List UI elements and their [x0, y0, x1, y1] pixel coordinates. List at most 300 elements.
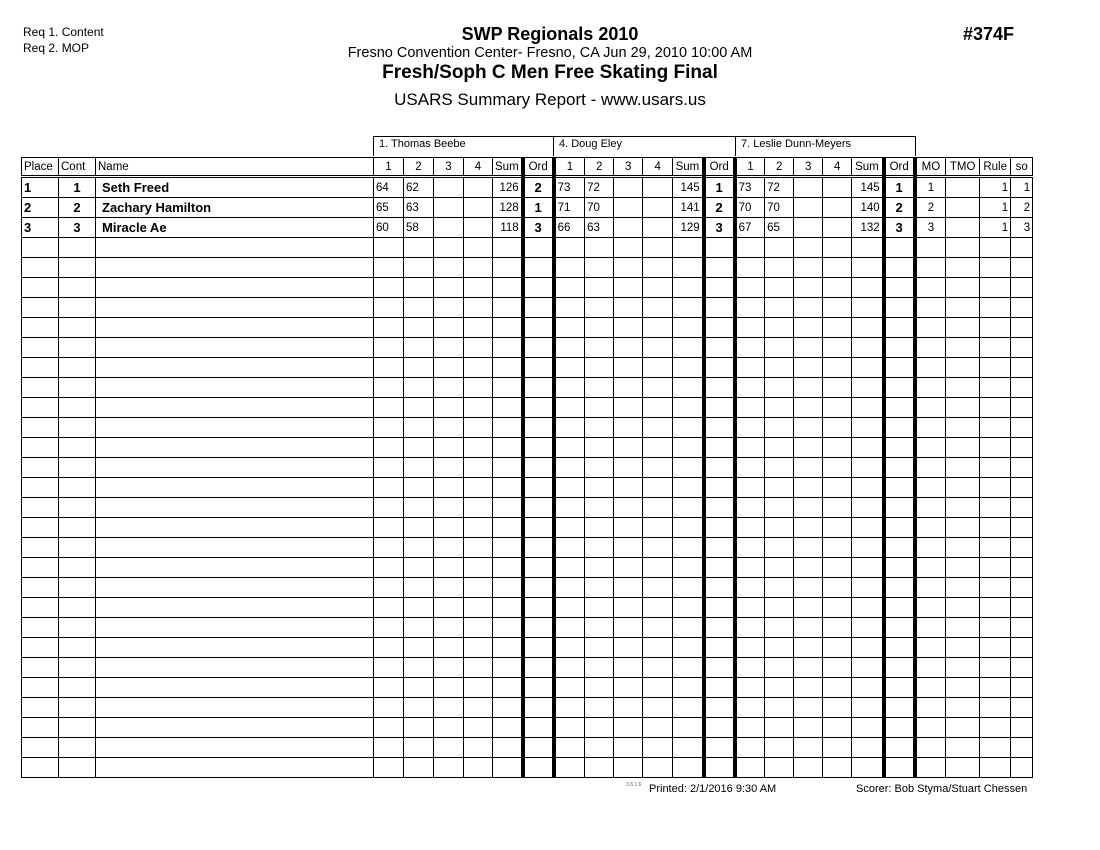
- score-cell: [794, 658, 823, 678]
- score-cell: [794, 698, 823, 718]
- tmo-cell: [946, 718, 980, 738]
- name-cell: [96, 278, 374, 298]
- score-cell: 72: [585, 177, 614, 198]
- rule-cell: [980, 558, 1011, 578]
- empty-row: [22, 598, 1033, 618]
- score-cell: [794, 418, 823, 438]
- score-cell: [735, 718, 765, 738]
- score-cell: [585, 718, 614, 738]
- ordinal-cell: [523, 338, 554, 358]
- score-cell: [434, 638, 464, 658]
- score-cell: [765, 598, 794, 618]
- score-cell: [404, 478, 434, 498]
- score-cell: [374, 258, 404, 278]
- sum-cell: [493, 278, 523, 298]
- rule-cell: [980, 398, 1011, 418]
- name-cell: Zachary Hamilton: [96, 198, 374, 218]
- score-cell: [404, 338, 434, 358]
- col-header-judge2-4: 4: [643, 158, 673, 177]
- score-cell: [765, 298, 794, 318]
- name-cell: [96, 558, 374, 578]
- empty-row: [22, 398, 1033, 418]
- results-table: [21, 157, 1033, 778]
- score-cell: [434, 658, 464, 678]
- name-cell: [96, 698, 374, 718]
- mo-cell: [915, 718, 946, 738]
- col-header-mo: MO: [915, 158, 946, 177]
- score-cell: [765, 338, 794, 358]
- score-cell: [823, 438, 852, 458]
- sum-cell: [852, 518, 884, 538]
- ordinal-cell: [704, 758, 735, 778]
- printed-timestamp: Printed: 2/1/2016 9:30 AM: [649, 783, 777, 795]
- score-cell: [614, 478, 643, 498]
- sum-cell: [493, 378, 523, 398]
- score-cell: [374, 358, 404, 378]
- score-cell: [374, 378, 404, 398]
- score-cell: [434, 718, 464, 738]
- mo-cell: 2: [915, 198, 946, 218]
- mo-cell: [915, 378, 946, 398]
- score-cell: 60: [374, 218, 404, 238]
- ordinal-cell: 1: [523, 198, 554, 218]
- tmo-cell: [946, 358, 980, 378]
- score-cell: [823, 258, 852, 278]
- cont-cell: [59, 758, 96, 778]
- score-cell: [794, 678, 823, 698]
- ordinal-cell: [523, 478, 554, 498]
- score-cell: [434, 458, 464, 478]
- tmo-cell: [946, 398, 980, 418]
- name-cell: [96, 478, 374, 498]
- empty-row: [22, 578, 1033, 598]
- sum-cell: [673, 718, 704, 738]
- score-cell: [643, 678, 673, 698]
- tmo-cell: [946, 278, 980, 298]
- score-cell: [404, 658, 434, 678]
- score-cell: [735, 478, 765, 498]
- score-cell: [374, 718, 404, 738]
- score-cell: [374, 738, 404, 758]
- col-header-judge3-3: 3: [794, 158, 823, 177]
- mo-cell: [915, 358, 946, 378]
- score-cell: [735, 358, 765, 378]
- ordinal-cell: [523, 718, 554, 738]
- score-cell: [765, 238, 794, 258]
- ordinal-cell: [704, 338, 735, 358]
- score-cell: [404, 318, 434, 338]
- score-cell: [823, 698, 852, 718]
- ordinal-cell: [704, 578, 735, 598]
- ordinal-cell: [704, 738, 735, 758]
- place-cell: [22, 558, 59, 578]
- cont-cell: [59, 638, 96, 658]
- score-cell: [434, 238, 464, 258]
- ordinal-cell: [704, 298, 735, 318]
- sum-cell: [673, 598, 704, 618]
- score-cell: [614, 358, 643, 378]
- so-cell: [1011, 298, 1033, 318]
- ordinal-cell: [704, 358, 735, 378]
- score-cell: [434, 738, 464, 758]
- score-cell: [404, 678, 434, 698]
- sum-cell: [852, 638, 884, 658]
- score-cell: [374, 278, 404, 298]
- sum-cell: [493, 458, 523, 478]
- name-cell: [96, 678, 374, 698]
- score-cell: [434, 418, 464, 438]
- score-cell: [823, 578, 852, 598]
- score-cell: [643, 758, 673, 778]
- score-cell: [643, 358, 673, 378]
- score-cell: [643, 338, 673, 358]
- sum-cell: [852, 698, 884, 718]
- score-cell: [735, 538, 765, 558]
- sum-cell: [673, 538, 704, 558]
- ordinal-cell: [523, 358, 554, 378]
- score-cell: [434, 398, 464, 418]
- tmo-cell: [946, 458, 980, 478]
- score-cell: [794, 238, 823, 258]
- empty-row: [22, 418, 1033, 438]
- mo-cell: [915, 478, 946, 498]
- score-cell: [823, 358, 852, 378]
- sum-cell: [493, 478, 523, 498]
- ordinal-cell: [523, 658, 554, 678]
- name-cell: [96, 398, 374, 418]
- tmo-cell: [946, 578, 980, 598]
- score-cell: [554, 278, 585, 298]
- sum-cell: [852, 538, 884, 558]
- ordinal-cell: [523, 578, 554, 598]
- rule-cell: [980, 478, 1011, 498]
- score-cell: [643, 498, 673, 518]
- score-cell: [643, 278, 673, 298]
- score-cell: [823, 718, 852, 738]
- score-cell: [464, 618, 493, 638]
- score-cell: 72: [765, 177, 794, 198]
- mo-cell: [915, 658, 946, 678]
- score-cell: [585, 638, 614, 658]
- col-header-judge1-sum: Sum: [493, 158, 523, 177]
- score-cell: [464, 718, 493, 738]
- score-cell: [823, 378, 852, 398]
- ordinal-cell: [884, 398, 915, 418]
- score-cell: [554, 518, 585, 538]
- score-cell: [735, 698, 765, 718]
- score-cell: [554, 718, 585, 738]
- ordinal-cell: [704, 458, 735, 478]
- score-cell: [374, 618, 404, 638]
- ordinal-cell: [884, 518, 915, 538]
- score-cell: [464, 738, 493, 758]
- score-cell: [434, 177, 464, 198]
- score-cell: [374, 698, 404, 718]
- score-cell: [614, 618, 643, 638]
- score-cell: [404, 758, 434, 778]
- rule-cell: [980, 338, 1011, 358]
- score-cell: [735, 578, 765, 598]
- score-cell: [585, 758, 614, 778]
- score-cell: [404, 258, 434, 278]
- rule-cell: [980, 738, 1011, 758]
- sum-cell: [493, 398, 523, 418]
- ordinal-cell: [523, 498, 554, 518]
- score-cell: [585, 678, 614, 698]
- score-cell: [735, 278, 765, 298]
- sum-cell: [493, 598, 523, 618]
- score-cell: [404, 498, 434, 518]
- sum-cell: [673, 518, 704, 538]
- score-cell: [554, 698, 585, 718]
- ordinal-cell: [704, 398, 735, 418]
- so-cell: [1011, 238, 1033, 258]
- score-cell: [464, 598, 493, 618]
- so-cell: 3: [1011, 218, 1033, 238]
- score-cell: [614, 278, 643, 298]
- rule-cell: [980, 758, 1011, 778]
- ordinal-cell: [523, 558, 554, 578]
- score-cell: [464, 358, 493, 378]
- place-cell: [22, 238, 59, 258]
- score-cell: [404, 398, 434, 418]
- score-cell: [735, 258, 765, 278]
- ordinal-cell: 1: [884, 177, 915, 198]
- score-cell: [585, 438, 614, 458]
- ordinal-cell: [884, 418, 915, 438]
- sum-cell: [493, 338, 523, 358]
- score-cell: [585, 518, 614, 538]
- col-header-judge2-ord: Ord: [704, 158, 735, 177]
- score-cell: [823, 738, 852, 758]
- rule-cell: [980, 638, 1011, 658]
- name-cell: [96, 358, 374, 378]
- mo-cell: [915, 338, 946, 358]
- cont-cell: [59, 398, 96, 418]
- score-cell: 73: [554, 177, 585, 198]
- rule-cell: [980, 498, 1011, 518]
- score-cell: [374, 418, 404, 438]
- so-cell: [1011, 338, 1033, 358]
- mo-cell: [915, 578, 946, 598]
- score-cell: [464, 538, 493, 558]
- ordinal-cell: 2: [523, 177, 554, 198]
- score-cell: [374, 658, 404, 678]
- score-cell: [554, 738, 585, 758]
- score-cell: [554, 498, 585, 518]
- ordinal-cell: [884, 538, 915, 558]
- score-cell: [434, 518, 464, 538]
- ordinal-cell: [704, 558, 735, 578]
- ordinal-cell: [704, 258, 735, 278]
- cont-cell: [59, 498, 96, 518]
- so-cell: [1011, 718, 1033, 738]
- name-cell: [96, 378, 374, 398]
- rule-cell: [980, 598, 1011, 618]
- so-cell: [1011, 538, 1033, 558]
- score-cell: [404, 518, 434, 538]
- place-cell: [22, 758, 59, 778]
- score-cell: [765, 518, 794, 538]
- score-cell: [585, 578, 614, 598]
- score-cell: [585, 278, 614, 298]
- score-cell: [554, 298, 585, 318]
- tmo-cell: [946, 658, 980, 678]
- sum-cell: [852, 718, 884, 738]
- sum-cell: [673, 478, 704, 498]
- empty-row: [22, 738, 1033, 758]
- score-cell: [404, 418, 434, 438]
- score-cell: [643, 238, 673, 258]
- score-cell: [374, 338, 404, 358]
- score-cell: [554, 438, 585, 458]
- score-cell: [794, 198, 823, 218]
- ordinal-cell: [523, 378, 554, 398]
- ordinal-cell: [884, 378, 915, 398]
- score-cell: [765, 658, 794, 678]
- cont-cell: [59, 598, 96, 618]
- place-cell: [22, 358, 59, 378]
- so-cell: [1011, 358, 1033, 378]
- place-cell: [22, 398, 59, 418]
- sum-cell: [493, 678, 523, 698]
- tmo-cell: [946, 198, 980, 218]
- score-cell: [735, 398, 765, 418]
- rule-cell: [980, 578, 1011, 598]
- score-cell: [434, 498, 464, 518]
- ordinal-cell: [523, 438, 554, 458]
- ordinal-cell: [704, 278, 735, 298]
- ordinal-cell: [704, 658, 735, 678]
- score-cell: [735, 498, 765, 518]
- name-cell: [96, 318, 374, 338]
- sum-cell: [493, 358, 523, 378]
- tmo-cell: [946, 678, 980, 698]
- score-cell: [554, 658, 585, 678]
- name-cell: [96, 738, 374, 758]
- name-cell: [96, 578, 374, 598]
- empty-row: [22, 458, 1033, 478]
- sum-cell: [852, 418, 884, 438]
- score-cell: 66: [554, 218, 585, 238]
- score-cell: [735, 598, 765, 618]
- score-cell: [464, 398, 493, 418]
- score-cell: [404, 278, 434, 298]
- ordinal-cell: [704, 678, 735, 698]
- score-cell: [614, 658, 643, 678]
- tmo-cell: [946, 478, 980, 498]
- sum-cell: 118: [493, 218, 523, 238]
- so-cell: [1011, 598, 1033, 618]
- mo-cell: [915, 258, 946, 278]
- name-cell: [96, 498, 374, 518]
- rule-cell: [980, 658, 1011, 678]
- score-cell: [794, 218, 823, 238]
- score-cell: [554, 318, 585, 338]
- score-cell: [614, 338, 643, 358]
- ordinal-cell: [884, 278, 915, 298]
- sum-cell: [673, 558, 704, 578]
- score-cell: [614, 418, 643, 438]
- score-cell: [823, 198, 852, 218]
- place-cell: [22, 738, 59, 758]
- empty-row: [22, 758, 1033, 778]
- score-cell: [464, 758, 493, 778]
- score-cell: [735, 678, 765, 698]
- cont-cell: [59, 358, 96, 378]
- empty-row: [22, 258, 1033, 278]
- requirement-2: Req 2. MOP: [23, 41, 90, 55]
- cont-cell: [59, 278, 96, 298]
- sum-cell: [493, 538, 523, 558]
- score-cell: [464, 258, 493, 278]
- sum-cell: 140: [852, 198, 884, 218]
- score-cell: [794, 398, 823, 418]
- score-cell: [404, 438, 434, 458]
- score-cell: [464, 218, 493, 238]
- event-title: Fresh/Soph C Men Free Skating Final: [382, 62, 718, 83]
- score-cell: [434, 278, 464, 298]
- event-name: SWP Regionals 2010: [461, 24, 639, 44]
- score-cell: [434, 598, 464, 618]
- sum-cell: [673, 698, 704, 718]
- score-cell: [464, 698, 493, 718]
- cont-cell: [59, 718, 96, 738]
- name-cell: [96, 538, 374, 558]
- score-cell: [404, 698, 434, 718]
- score-cell: [823, 518, 852, 538]
- rule-cell: 1: [980, 177, 1011, 198]
- sum-cell: 129: [673, 218, 704, 238]
- cont-cell: [59, 618, 96, 638]
- rule-cell: [980, 678, 1011, 698]
- score-cell: [735, 238, 765, 258]
- sum-cell: [673, 438, 704, 458]
- empty-row: [22, 238, 1033, 258]
- ordinal-cell: [884, 458, 915, 478]
- score-cell: [823, 338, 852, 358]
- score-cell: [794, 558, 823, 578]
- score-cell: [794, 318, 823, 338]
- so-cell: [1011, 518, 1033, 538]
- so-cell: 2: [1011, 198, 1033, 218]
- score-cell: [794, 338, 823, 358]
- cont-cell: [59, 678, 96, 698]
- score-cell: [585, 478, 614, 498]
- score-cell: [823, 678, 852, 698]
- score-cell: [823, 638, 852, 658]
- place-cell: 1: [22, 177, 59, 198]
- rule-cell: [980, 698, 1011, 718]
- place-cell: [22, 638, 59, 658]
- cont-cell: [59, 478, 96, 498]
- place-cell: [22, 478, 59, 498]
- sum-cell: [493, 298, 523, 318]
- score-cell: [434, 618, 464, 638]
- sum-cell: [493, 738, 523, 758]
- place-cell: [22, 538, 59, 558]
- score-cell: [614, 438, 643, 458]
- mo-cell: [915, 518, 946, 538]
- score-cell: [434, 758, 464, 778]
- score-cell: [614, 378, 643, 398]
- score-cell: [374, 238, 404, 258]
- score-cell: [794, 758, 823, 778]
- score-cell: [374, 598, 404, 618]
- sum-cell: [673, 738, 704, 758]
- score-cell: [614, 258, 643, 278]
- score-cell: [374, 538, 404, 558]
